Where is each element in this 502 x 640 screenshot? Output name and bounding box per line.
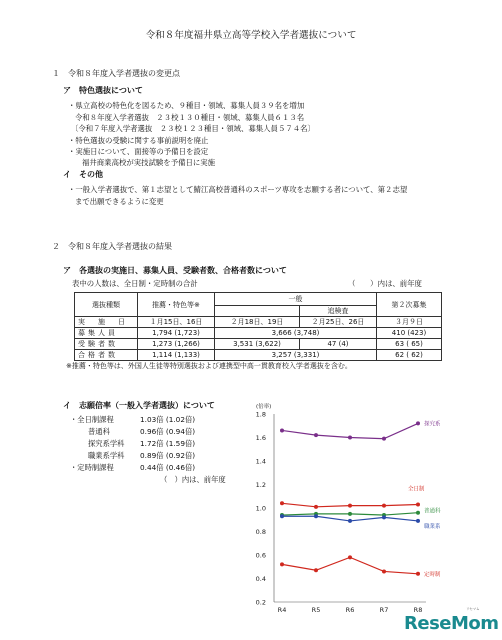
resemom-logo-sub: リセマム	[466, 607, 480, 611]
table-cell: 1,273 (1,266)	[138, 339, 215, 350]
section1-a-line: ・県立高校の特色化を図るため、９種目・領域、募集人員３９名を増加	[68, 101, 305, 110]
table-cell: 62 ( 62)	[377, 350, 442, 361]
section2-a-heading: ア 各選抜の実施日、募集人員、受験者数、合格者数について	[63, 266, 287, 275]
table-cell: ３月９日	[377, 317, 442, 328]
y-tick-label: 0.6	[255, 551, 266, 560]
section1-heading: １ 令和８年度入学者選抜の変更点	[52, 69, 180, 78]
table-cell: 募集人員	[75, 328, 138, 339]
data-point	[280, 428, 284, 432]
table-header: 第２次募集	[377, 293, 442, 317]
table-row	[75, 317, 442, 328]
table-footnote: ※推薦・特色等は、外国人生徒等特別選抜および連携型中高一貫教育校入学者選抜を含む。	[66, 362, 352, 370]
data-point	[348, 436, 352, 440]
table-note: 表中の人数は、全日制・定時制の合計	[72, 279, 198, 288]
table-row	[75, 339, 442, 350]
data-point	[382, 569, 386, 573]
table-cell: 47 (4)	[300, 339, 377, 350]
data-point	[416, 421, 420, 425]
table-cell: 合格者数	[75, 350, 138, 361]
x-tick-label: R8	[413, 606, 423, 614]
table-header: 一般	[215, 293, 377, 306]
section2-i-heading: イ 志願倍率（一般入学者選抜）について	[63, 401, 215, 410]
section1-a-line: 令和８年度入学者選抜 ２３校１３０種目・領域、募集人員６１３名	[75, 113, 305, 122]
section1-a-line: ・実施日について、面接等の予備日を設定	[68, 147, 209, 156]
ratio-name: ・全日制課程	[70, 415, 114, 424]
table-cell: 実 施 日	[75, 317, 138, 328]
section1-a-line: 福井商業高校が実技試験を予備日に実施	[82, 158, 216, 167]
ratio-note: （ ）内は、前年度	[160, 475, 226, 484]
section1-a-heading: ア 特色選抜について	[63, 86, 143, 95]
section1-i-heading: イ その他	[63, 170, 103, 179]
data-point	[416, 502, 420, 506]
ratio-name: 職業系学科	[88, 451, 125, 460]
table-header: 推薦・特色等※	[138, 293, 215, 317]
table-cell: 410 (423)	[377, 328, 442, 339]
series-label: 職業系	[424, 523, 441, 530]
ratio-name: 探究系学科	[88, 439, 125, 448]
data-point	[280, 514, 284, 518]
data-point	[314, 505, 318, 509]
table-cell: ２月18日、19日	[215, 317, 300, 328]
data-point	[280, 562, 284, 566]
data-point	[314, 514, 318, 518]
y-tick-label: 1.6	[255, 434, 266, 442]
table-cell: 3,666 (3,748)	[215, 328, 377, 339]
page-title: 令和８年度福井県立高等学校入学者選抜について	[145, 30, 357, 41]
table-cell: 3,257 (3,331)	[215, 350, 377, 361]
series-label: 普通科	[424, 508, 441, 515]
ratio-value: 1.72倍 (1.59倍)	[140, 439, 196, 448]
data-point	[416, 572, 420, 576]
ratio-name: 普通科	[88, 427, 110, 436]
table-row	[75, 328, 442, 339]
section1-a-line: ・特色選抜の受験に関する事前説明を廃止	[68, 136, 209, 145]
section1-i-line: まで出願できるように変更	[75, 197, 164, 206]
data-point	[416, 511, 420, 515]
ratio-line-chart	[244, 404, 441, 616]
y-tick-label: 0.4	[255, 575, 266, 583]
table-cell: ２月25日、26日	[300, 317, 377, 328]
data-point	[382, 515, 386, 519]
ratio-value: 0.89倍 (0.92倍)	[140, 451, 196, 460]
y-tick-label: 1.8	[255, 410, 266, 419]
section1-i-line: ・一般入学者選抜で、第１志望として鯖江高校普通科のスポーツ専攻を志願する者について、第２志望	[68, 185, 408, 194]
data-point	[348, 512, 352, 516]
series-label: 探究系	[424, 421, 441, 428]
data-point	[314, 568, 318, 572]
table-cell: 3,531 (3,622)	[215, 339, 300, 350]
x-tick-label: R6	[345, 606, 355, 614]
table-cell: 受験者数	[75, 339, 138, 350]
y-tick-label: 0.2	[255, 598, 266, 607]
table-row	[75, 350, 442, 361]
series-label: 全日制	[408, 486, 425, 493]
data-point	[348, 519, 352, 523]
resemom-logo: ReseMom	[404, 613, 499, 634]
section1-a-line: 〔令和７年度入学者選抜 ２３校１２３種目・領域、募集人員５７４名〕	[71, 124, 315, 133]
series-label: 定時制	[424, 571, 441, 578]
series-line	[282, 557, 418, 573]
ratio-value: 1.03倍 (1.02倍)	[140, 415, 196, 424]
data-point	[348, 504, 352, 508]
data-point	[280, 501, 284, 505]
data-point	[382, 437, 386, 441]
x-tick-label: R7	[379, 606, 389, 614]
x-tick-label: R5	[311, 606, 321, 614]
section2-heading: ２ 令和８年度入学者選抜の結果	[52, 242, 172, 251]
table-cell: 1,794 (1,723)	[138, 328, 215, 339]
table-header: 選抜種類	[75, 293, 138, 317]
y-tick-label: 1.0	[255, 504, 266, 513]
data-point	[314, 433, 318, 437]
x-tick-label: R4	[277, 606, 287, 614]
table-note-right: （ ）内は、前年度	[348, 279, 422, 288]
table-subheader: 追検査	[300, 306, 377, 317]
ratio-value: 0.96倍 (0.94倍)	[140, 427, 196, 436]
ratio-name: ・定時制課程	[70, 463, 114, 472]
data-point	[416, 519, 420, 523]
table-cell: １月15日、16日	[138, 317, 215, 328]
data-point	[382, 504, 386, 508]
selection-table	[74, 292, 442, 361]
y-tick-label: 1.2	[255, 481, 266, 489]
ratio-value: 0.44倍 (0.46倍)	[140, 463, 196, 472]
y-tick-label: 1.4	[255, 457, 266, 466]
y-tick-label: 0.8	[255, 528, 266, 536]
table-cell: 1,114 (1,133)	[138, 350, 215, 361]
table-cell: 63 ( 65)	[377, 339, 442, 350]
y-axis-label: (倍率)	[256, 404, 272, 410]
data-point	[348, 555, 352, 559]
